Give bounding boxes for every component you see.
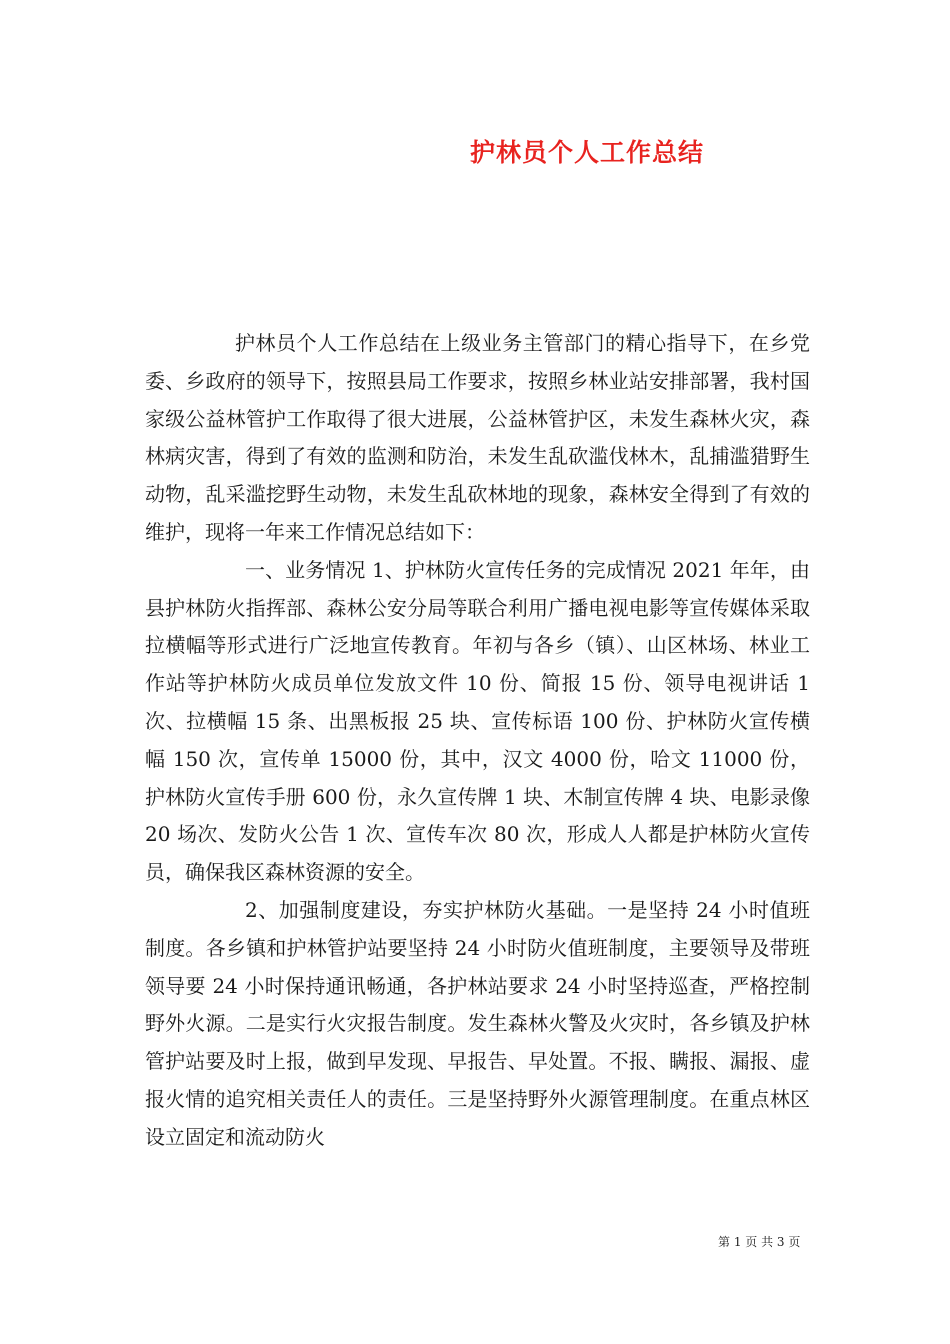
paragraph-publicity: 一、业务情况 1、护林防火宣传任务的完成情况 2021 年年，由县护林防火指挥部、森林公安分局等联合利用广播电视电影等宣传媒体采取拉横幅等形式进行广泛地宣传教育。年初与各乡（镇）、山区林场、林业工作站等护林防火成员单位发放文件 10 份、简报 15 份、领导电视讲话 1 次、拉横幅 15 条、出黑板报 25 块、宣传标语 100 份、护林防火宣传横幅 150 次，宣传单 15000 份，其中，汉文 4000 份，哈文 11000 份，护林防火宣传手册 600 份，永久宣传牌 1 块、木制宣传牌 4 块、电影录像 20 场次、发防火公告 1 次、宣传车次 80 次，形成人人都是护林防火宣传员，确保我区森林资源的安全。 (145, 557, 810, 885)
document-title: 护林员个人工作总结 (470, 138, 705, 167)
document-body (145, 325, 810, 1157)
paragraph-intro: 护林员个人工作总结在上级业务主管部门的精心指导下，在乡党委、乡政府的领导下，按照县局工作要求，按照乡林业站安排部署，我村国家级公益林管护工作取得了很大进展，公益林管护区，未发生森林火灾，森林病灾害，得到了有效的监测和防治，未发生乱砍滥伐林木，乱捕滥猎野生动物，乱采滥挖野生动物，未发生乱砍林地的现象，森林安全得到了有效的维护，现将一年来工作情况总结如下： (145, 331, 810, 544)
paragraph-system-building: 2、加强制度建设，夯实护林防火基础。一是坚持 24 小时值班制度。各乡镇和护林管护站要坚持 24 小时防火值班制度，主要领导及带班领导要 24 小时保持通讯畅通，各护林站要求 24 小时坚持巡查，严格控制野外火源。二是实行火灾报告制度。发生森林火警及火灾时，各乡镇及护林管护站要及时上报，做到早发现、早报告、早处置。不报、瞒报、漏报、虚报火情的追究相关责任人的责任。三是坚持野外火源管理制度。在重点林区设立固定和流动防火 (145, 897, 810, 1149)
page-number-footer: 第 1 页 共 3 页 (718, 1235, 801, 1249)
